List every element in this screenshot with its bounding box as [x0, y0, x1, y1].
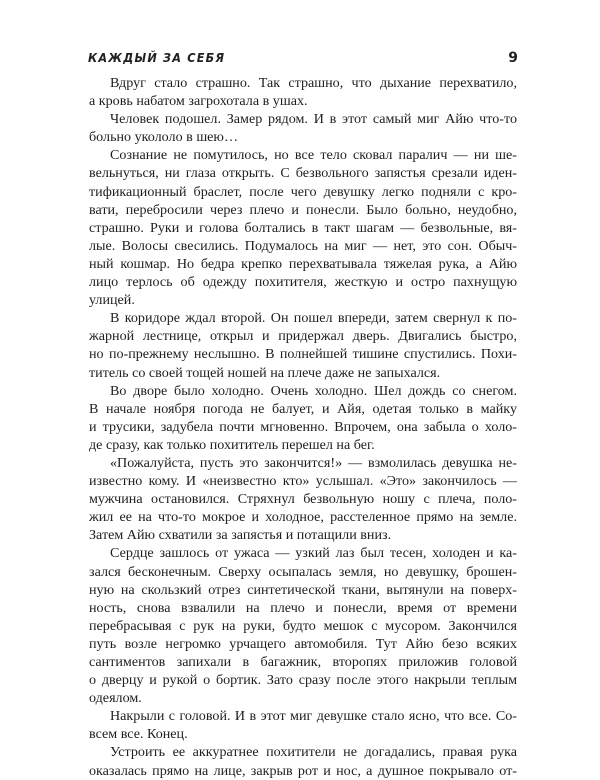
- text-line: одеялом.: [89, 690, 142, 707]
- text-line: сантиментов запихали в багажник, второпях приложив головой: [89, 654, 517, 670]
- text-line: лые. Волосы свесились. Подумалось на миг — нет, это сон. Обыч-: [89, 237, 517, 254]
- text-line: В начале ноября погода не балует, и Айя, одетая только в майку: [89, 400, 517, 417]
- text-line: титель со своей тощей ношей на плече даже не запыхался.: [89, 364, 441, 381]
- text-line: Сознание не помутилось, но все тело сковал паралич — ни ше-: [110, 147, 517, 164]
- text-line: оказалась прямо на лице, закрыв рот и нос, а душное покрывало от-: [89, 762, 517, 779]
- text-line: Вдруг стало страшно. Так страшно, что дыхание перехватило,: [110, 75, 517, 91]
- text-line: больно укололо в шею…: [89, 129, 239, 146]
- text-line: известно кому. И «неизвестно кто» услышал. «Это» закончилось —: [89, 473, 517, 490]
- body-text: [89, 74, 517, 780]
- running-title: КАЖДЫЙ ЗА СЕБЯ: [88, 50, 226, 65]
- text-line: всем все. Конец.: [89, 726, 188, 743]
- text-line: но по-прежнему неслышно. В полнейшей тишине спустились. Похи-: [89, 346, 517, 363]
- text-line: зался бесконечным. Сверху осыпалась земля, но девушку, брошен-: [89, 563, 517, 580]
- text-line: страшно. Руки и голова болтались в такт шагам — безвольные, вя-: [89, 219, 517, 236]
- text-line: Человек подошел. Замер рядом. И в этот самый миг Айю что-то: [110, 111, 517, 128]
- text-line: Сердце зашлось от ужаса — узкий лаз был тесен, холоден и ка-: [110, 545, 517, 562]
- text-line: и трусики, задубела почти мгновенно. Впрочем, она забыла о холо-: [89, 418, 517, 435]
- text-line: о дверцу и рукой о бортик. Зато сразу после этого накрыли теплым: [89, 672, 517, 689]
- text-line: де сразу, как только похититель перешел на бег.: [89, 436, 375, 453]
- text-line: «Пожалуйста, пусть это закончится!» — взмолилась девушка не-: [110, 454, 517, 471]
- text-line: ную на скользкий отрез синтетической ткани, вытянули на поверх-: [89, 581, 517, 598]
- text-line: Устроить ее аккуратнее похитители не догадались, правая рука: [110, 744, 517, 761]
- text-line: ный кошмар. Но бедра крепко перехватывала тяжелая рука, а Айю: [89, 255, 517, 272]
- text-line: ность, снова взвалили на плечо и понесли, время от времени: [89, 599, 517, 616]
- text-line: а кровь набатом загрохотала в ушах.: [89, 93, 308, 110]
- text-line: мужчина остановился. Стряхнул безвольную ношу с плеча, поло-: [89, 491, 517, 508]
- text-line: перебрасывая с рук на руки, будто мешок с мусором. Закончился: [89, 617, 517, 634]
- text-line: тификационный браслет, после чего девушку легко подняли с кро-: [89, 183, 517, 200]
- text-line: вельнуться, ни глаза открыть. С безвольного запястья срезали иден-: [89, 165, 517, 182]
- text-line: жил ее на что-то мокрое и холодное, расстеленное прямо на земле.: [89, 509, 517, 526]
- text-line: Накрыли с головой. И в этот миг девушке стало ясно, что все. Со-: [110, 708, 517, 725]
- text-line: путь возле негромко урчащего автомобиля. Тут Айю безо всяких: [89, 635, 517, 652]
- text-line: вати, перебросили через плечо и понесли. Было больно, неудобно,: [89, 201, 517, 218]
- running-header: [88, 50, 518, 70]
- text-line: Во дворе было холодно. Очень холодно. Шел дождь со снегом.: [110, 382, 517, 399]
- text-line: Затем Айю схватили за запястья и потащили вниз.: [89, 527, 392, 544]
- text-line: жарной лестнице, открыл и придержал дверь. Двигались быстро,: [89, 328, 517, 345]
- text-line: В коридоре ждал второй. Он пошел впереди, затем свернул к по-: [110, 310, 517, 327]
- text-line: улицей.: [89, 292, 135, 309]
- text-line: лицо терлось об одежду похитителя, жесткую и остро пахнущую: [89, 274, 517, 291]
- page-number: 9: [508, 50, 518, 66]
